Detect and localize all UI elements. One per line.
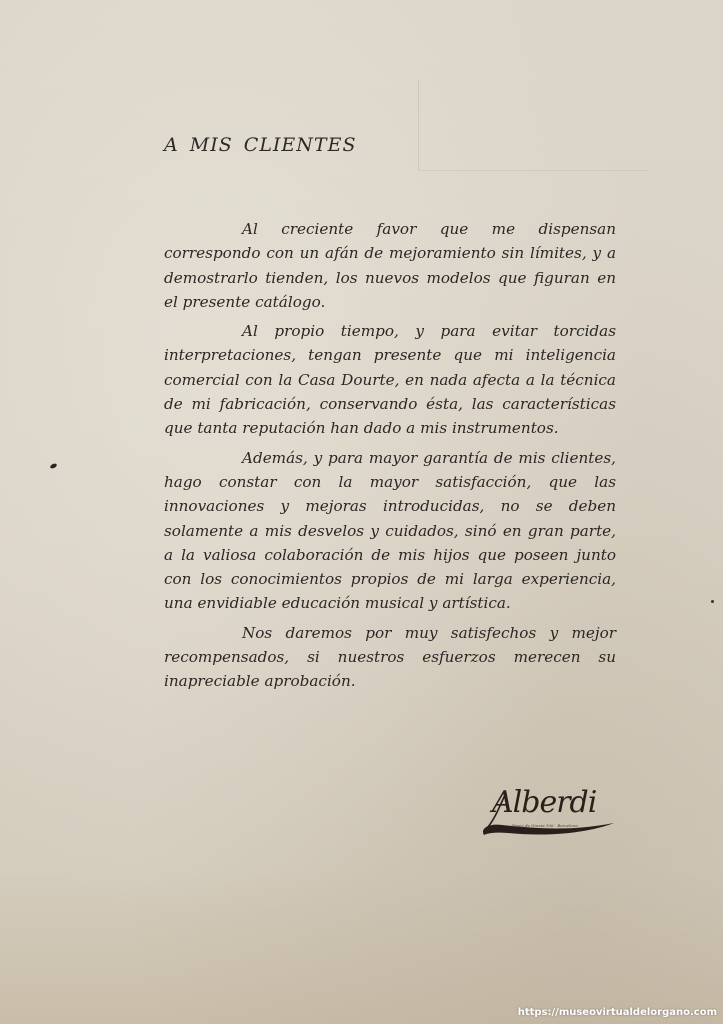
ink-spot-small — [711, 600, 714, 603]
page-title: A MIS CLIENTES — [164, 134, 357, 156]
show-through-print — [418, 80, 649, 171]
signature-address: Paseo de Gracia 106 · Barcelona — [512, 823, 578, 828]
signature-name: Alberdi — [492, 785, 597, 820]
paragraph-3: Además, y para mayor garantía de mis clientes, hago constar con la mayor satisfacción, que las innovaciones y mejoras introducidas, no se deben solamente a mis desvelos y cuidados, sinó en gran parte, a la valiosa colaboración de mis hijos que poseen junto con los conocimientos propios de mi larga experiencia, una envidiable educación musical y artística. — [164, 448, 616, 613]
paragraph-1: Al creciente favor que me dispensan correspondo con un afán de mejoramiento sin límites, y a demostrarlo tienden, los nuevos modelos que figuran en el presente catálogo. — [164, 220, 616, 311]
letter-body — [164, 217, 616, 699]
ink-spot — [49, 463, 57, 470]
paragraph-4: Nos daremos por muy satisfechos y mejor recompensados, si nuestros esfuerzos merecen su inapreciable aprobación. — [164, 623, 616, 691]
signature-logo — [478, 785, 618, 841]
watermark-url: https://museovirtualdelorgano.com — [517, 1007, 717, 1018]
paragraph-2: Al propio tiempo, y para evitar torcidas interpretaciones, tengan presente que mi inteligencia comercial con la Casa Dourte, en nada afecta a la técnica de mi fabricación, conservando ésta, las características que tanta reputación han dado a mis instrumentos. — [164, 322, 616, 438]
